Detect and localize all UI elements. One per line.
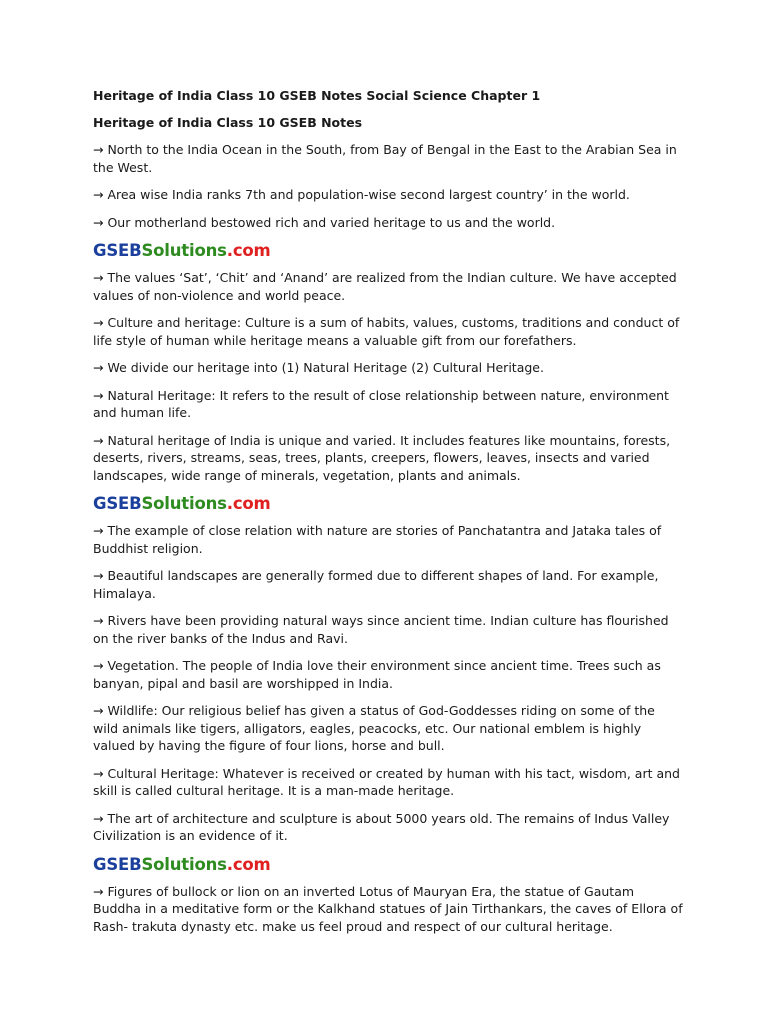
gsebsolutions-logo: GSEBSolutions.com [93,854,271,874]
gsebsolutions-logo: GSEBSolutions.com [93,494,271,513]
paragraph: → We divide our heritage into (1) Natural Heritage (2) Cultural Heritage. [93,360,544,375]
paragraph: → The example of close relation with nature are stories of Panchatantra and Jataka tales of Buddhist religion. [93,523,662,556]
paragraph: → Cultural Heritage: Whatever is received or created by human with his tact, wisdom, art and skill is called cultural heritage. It is a man-made heritage. [93,765,680,798]
paragraph: → The art of architecture and sculpture is about 5000 years old. The remains of Indus Valley Civilization is an evidence of it. [93,810,670,843]
paragraph: → Beautiful landscapes are generally formed due to different shapes of land. For example, Himalaya. [93,568,659,601]
document-subtitle: Heritage of India Class 10 GSEB Notes [93,115,363,130]
paragraph: → Vegetation. The people of India love their environment since ancient time. Trees such as banyan, pipal and basil are worshipped in India. [93,658,661,691]
paragraph: → Figures of bullock or lion on an inverted Lotus of Mauryan Era, the statue of Gautam Buddha in a meditative form or the Kalkhand statues of Jain Tirthankars, the caves of Ellora of Rash- trakuta dynasty etc. make us feel proud and respect of our cultural heritage. [93,883,683,934]
paragraph: → Area wise India ranks 7th and population-wise second largest country’ in the world. [93,187,630,202]
paragraph: → Natural heritage of India is unique and varied. It includes features like mountains, forests, deserts, rivers, streams, seas, trees, plants, creepers, flowers, leaves, insects and varied landscapes, wide range of minerals, vegetation, plants and animals. [93,432,671,483]
paragraph: → Natural Heritage: It refers to the result of close relationship between nature, environment and human life. [93,387,669,420]
paragraph: → North to the India Ocean in the South, from Bay of Bengal in the East to the Arabian Sea in the West. [93,142,677,175]
paragraph: → Rivers have been providing natural ways since ancient time. Indian culture has flourished on the river banks of the Indus and Ravi. [93,613,669,646]
gsebsolutions-logo: GSEBSolutions.com [93,241,271,260]
paragraph: → Our motherland bestowed rich and varied heritage to us and the world. [93,214,556,230]
paragraph: → Wildlife: Our religious belief has given a status of God-Goddesses riding on some of the wild animals like tigers, alligators, eagles, peacocks, etc. Our national emblem is highly valued by having the figure of four lions, horse and bull. [93,703,655,753]
paragraph: → Culture and heritage: Culture is a sum of habits, values, customs, traditions and conduct of life style of human while heritage means a valuable gift from our forefathers. [93,315,680,348]
document-page [93,87,683,945]
document-title: Heritage of India Class 10 GSEB Notes Social Science Chapter 1 [93,88,541,103]
paragraph: → The values ‘Sat’, ‘Chit’ and ‘Anand’ are realized from the Indian culture. We have accepted values of non-violence and world peace. [93,270,677,303]
